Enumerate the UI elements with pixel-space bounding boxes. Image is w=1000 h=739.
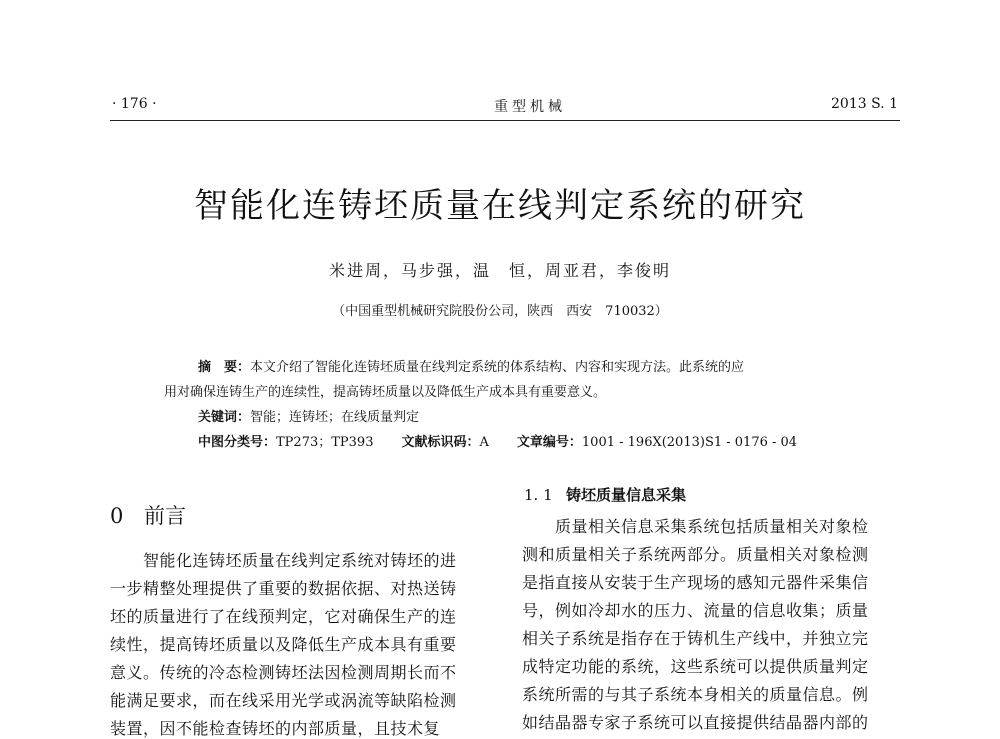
header-rule (110, 120, 900, 121)
body-line: 相关子系统是指存在于铸机生产线中，并独立完 (522, 629, 869, 648)
abstract-label: 摘 要： (198, 360, 251, 375)
body-line: 质量相关信息采集系统包括质量相关对象检 (522, 517, 869, 536)
abstract-line-1 (198, 356, 744, 375)
body-line: 是指直接从安装于生产现场的感知元器件采集信 (522, 573, 869, 592)
body-line: 系统所需的与其子系统本身相关的质量信息。例 (522, 685, 869, 704)
body-line: 成特定功能的系统，这些系统可以提供质量判定 (522, 657, 869, 676)
section-title: 前言 (144, 504, 186, 528)
section-number: 0 (110, 504, 124, 528)
subsection-heading (524, 484, 686, 505)
issue-number: 2013 S. 1 (831, 96, 898, 112)
affiliation: （中国重型机械研究院股份公司，陕西 西安 710032） (332, 304, 668, 319)
body-line: 装置，因不能检查铸坯的内部质量，且技术复 (110, 719, 441, 738)
body-line: 意义。传统的冷态检测铸坯法因检测周期长而不 (110, 663, 457, 682)
abstract-text-1: 本文介绍了智能化连铸坯质量在线判定系统的体系结构、内容和实现方法。此系统的应 (250, 360, 745, 375)
author-list: 米进周，马步强，温 恒，周亚君，李俊明 (328, 261, 671, 280)
body-line: 如结晶器专家子系统可以直接提供结晶器内部的 (522, 713, 869, 732)
section-heading-preface (110, 500, 186, 530)
subsection-title: 铸坯质量信息采集 (566, 486, 687, 504)
doc-code-label: 文献标识码： (401, 435, 480, 450)
body-line: 续性，提高铸坯质量以及降低生产成本具有重要 (110, 635, 457, 654)
paper-title: 智能化连铸坯质量在线判定系统的研究 (194, 186, 806, 226)
clc-label: 中图分类号： (198, 435, 277, 450)
body-line: 智能化连铸坯质量在线判定系统对铸坯的进 (110, 551, 457, 570)
body-line: 一步精整处理提供了重要的数据依据、对热送铸 (110, 579, 457, 598)
clc-value: TP273；TP393 (276, 435, 374, 450)
body-line: 号，例如冷却水的压力、流量的信息收集；质量 (522, 601, 869, 620)
body-line: 测和质量相关子系统两部分。质量相关对象检测 (522, 545, 869, 564)
article-number-label: 文章编号： (516, 435, 582, 450)
body-line: 能满足要求，而在线采用光学或涡流等缺陷检测 (110, 691, 457, 710)
page-number: · 176 · (112, 96, 157, 112)
journal-name: 重型机械 (494, 99, 566, 115)
subsection-number: 1. 1 (524, 486, 553, 504)
doc-code-value: A (479, 435, 489, 450)
keywords (198, 406, 419, 425)
keywords-text: 智能；连铸坯；在线质量判定 (250, 410, 420, 425)
abstract-line-2: 用对确保连铸生产的连续性，提高铸坯质量以及降低生产成本具有重要意义。 (164, 385, 607, 400)
body-line: 坯的质量进行了在线预判定，它对确保生产的连 (110, 607, 457, 626)
classification-line (198, 431, 797, 450)
article-number-value: 1001 - 196X(2013)S1 - 0176 - 04 (581, 435, 798, 450)
keywords-label: 关键词： (198, 410, 251, 425)
